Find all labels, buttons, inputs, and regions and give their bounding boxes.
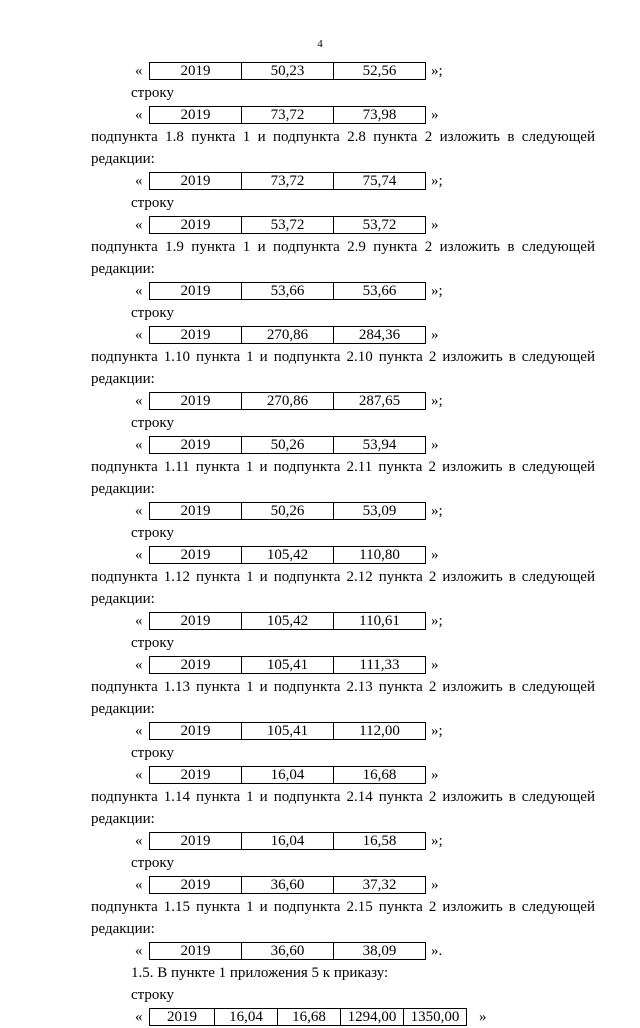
table-cell: 53,66: [334, 283, 426, 300]
table-cell: 52,56: [334, 63, 426, 80]
table-cell: 2019: [150, 943, 242, 960]
text-line: строку: [131, 305, 174, 321]
table-cell: 50,26: [242, 437, 334, 454]
table-cell: 2019: [150, 107, 242, 124]
table-row: [150, 327, 426, 344]
table-cell: 53,72: [242, 217, 334, 234]
paragraph-line: подпункта 1.13 пункта 1 и подпункта 2.13 пункта 2 изложить в следующей: [91, 679, 595, 695]
value-table: [149, 436, 426, 454]
table-cell: 2019: [150, 547, 242, 564]
table-cell: 53,72: [334, 217, 426, 234]
table-row-line: [91, 170, 595, 192]
text-line: строку: [131, 987, 174, 1003]
value-table: [149, 1008, 467, 1026]
open-quote: «: [135, 107, 143, 123]
table-cell: 75,74: [334, 173, 426, 190]
table-cell: 16,04: [242, 767, 334, 784]
table-cell: 2019: [150, 63, 242, 80]
open-quote: «: [135, 547, 143, 563]
table-cell: 2019: [150, 283, 242, 300]
table-row: [150, 503, 426, 520]
close-quote: »: [431, 107, 439, 123]
text-line: редакции:: [91, 701, 155, 717]
text-line: строку: [131, 525, 174, 541]
close-quote: »: [431, 877, 439, 893]
table-row: [150, 437, 426, 454]
close-quote: »;: [431, 613, 443, 629]
open-quote: «: [135, 217, 143, 233]
table-row-line: [91, 764, 595, 786]
value-table: [149, 612, 426, 630]
text-line: редакции:: [91, 811, 155, 827]
table-row: [150, 723, 426, 740]
table-cell: 105,42: [242, 547, 334, 564]
close-quote: »;: [431, 833, 443, 849]
open-quote: «: [135, 943, 143, 959]
value-table: [149, 832, 426, 850]
table-row-line: [91, 280, 595, 302]
table-row: [150, 63, 426, 80]
open-quote: «: [135, 833, 143, 849]
table-cell: 16,68: [334, 767, 426, 784]
table-row-line: [91, 720, 595, 742]
open-quote: «: [135, 63, 143, 79]
open-quote: «: [135, 503, 143, 519]
text-line: строку: [131, 745, 174, 761]
text-line: строку: [131, 85, 174, 101]
close-quote: »;: [431, 283, 443, 299]
table-row: [150, 767, 426, 784]
table-cell: 2019: [150, 767, 242, 784]
table-cell: 16,68: [278, 1009, 341, 1026]
table-cell: 1294,00: [341, 1009, 404, 1026]
text-line: редакции:: [91, 261, 155, 277]
table-row: [150, 173, 426, 190]
close-quote: »: [431, 437, 439, 453]
table-cell: 2019: [150, 393, 242, 410]
open-quote: «: [135, 327, 143, 343]
close-quote: »: [431, 217, 439, 233]
text-line: строку: [131, 415, 174, 431]
open-quote: «: [135, 283, 143, 299]
table-cell: 2019: [150, 613, 242, 630]
close-quote: ».: [431, 943, 443, 959]
table-row: [150, 613, 426, 630]
table-cell: 287,65: [334, 393, 426, 410]
table-row-line: [91, 390, 595, 412]
table-cell: 50,23: [242, 63, 334, 80]
table-row: [150, 107, 426, 124]
table-row-line: [91, 830, 595, 852]
table-cell: 2019: [150, 437, 242, 454]
paragraph-line: подпункта 1.12 пункта 1 и подпункта 2.12 пункта 2 изложить в следующей: [91, 569, 595, 585]
table-cell: 2019: [150, 217, 242, 234]
value-table: [149, 172, 426, 190]
page-number: 4: [317, 38, 323, 50]
text-line: 1.5. В пункте 1 приложения 5 к приказу:: [131, 965, 389, 981]
value-table: [149, 942, 426, 960]
table-row-line: [91, 610, 595, 632]
open-quote: «: [135, 437, 143, 453]
value-table: [149, 282, 426, 300]
table-cell: 105,42: [242, 613, 334, 630]
text-line: строку: [131, 855, 174, 871]
close-quote: »;: [431, 173, 443, 189]
value-table: [149, 766, 426, 784]
value-table: [149, 656, 426, 674]
table-cell: 2019: [150, 173, 242, 190]
table-row: [150, 217, 426, 234]
table-cell: 53,66: [242, 283, 334, 300]
table-row: [150, 1009, 467, 1026]
text-line: редакции:: [91, 151, 155, 167]
table-row-line: [91, 544, 595, 566]
table-cell: 36,60: [242, 943, 334, 960]
text-line: строку: [131, 195, 174, 211]
open-quote: «: [135, 1009, 143, 1025]
table-row-line: [91, 324, 595, 346]
value-table: [149, 326, 426, 344]
table-cell: 16,58: [334, 833, 426, 850]
document-body: [91, 60, 595, 1028]
value-table: [149, 546, 426, 564]
table-cell: 16,04: [215, 1009, 278, 1026]
table-row-line: [91, 940, 595, 962]
open-quote: «: [135, 657, 143, 673]
table-cell: 73,72: [242, 173, 334, 190]
table-cell: 1350,00: [404, 1009, 467, 1026]
close-quote: »: [431, 327, 439, 343]
close-quote: »: [479, 1009, 487, 1025]
text-line: строку: [131, 635, 174, 651]
table-cell: 105,41: [242, 723, 334, 740]
paragraph-line: подпункта 1.10 пункта 1 и подпункта 2.10 пункта 2 изложить в следующей: [91, 349, 595, 365]
table-cell: 111,33: [334, 657, 426, 674]
text-line: редакции:: [91, 371, 155, 387]
table-cell: 53,09: [334, 503, 426, 520]
value-table: [149, 392, 426, 410]
table-cell: 16,04: [242, 833, 334, 850]
paragraph-line: подпункта 1.9 пункта 1 и подпункта 2.9 пункта 2 изложить в следующей: [91, 239, 595, 255]
table-cell: 2019: [150, 723, 242, 740]
value-table: [149, 106, 426, 124]
table-cell: 2019: [150, 503, 242, 520]
close-quote: »;: [431, 63, 443, 79]
table-cell: 2019: [150, 877, 242, 894]
table-row-line: [91, 104, 595, 126]
table-row: [150, 833, 426, 850]
table-row-line: [91, 214, 595, 236]
value-table: [149, 62, 426, 80]
paragraph-line: подпункта 1.14 пункта 1 и подпункта 2.14 пункта 2 изложить в следующей: [91, 789, 595, 805]
table-cell: 110,61: [334, 613, 426, 630]
close-quote: »;: [431, 723, 443, 739]
table-cell: 105,41: [242, 657, 334, 674]
table-cell: 50,26: [242, 503, 334, 520]
table-row-line: [91, 500, 595, 522]
paragraph-line: подпункта 1.15 пункта 1 и подпункта 2.15 пункта 2 изложить в следующей: [91, 899, 595, 915]
table-cell: 73,98: [334, 107, 426, 124]
paragraph-line: подпункта 1.8 пункта 1 и подпункта 2.8 пункта 2 изложить в следующей: [91, 129, 595, 145]
table-cell: 73,72: [242, 107, 334, 124]
close-quote: »: [431, 547, 439, 563]
close-quote: »;: [431, 503, 443, 519]
table-row: [150, 657, 426, 674]
table-row-line: [91, 654, 595, 676]
value-table: [149, 876, 426, 894]
open-quote: «: [135, 877, 143, 893]
close-quote: »;: [431, 393, 443, 409]
table-cell: 38,09: [334, 943, 426, 960]
table-cell: 270,86: [242, 327, 334, 344]
table-cell: 270,86: [242, 393, 334, 410]
value-table: [149, 722, 426, 740]
table-cell: 2019: [150, 1009, 215, 1026]
text-line: редакции:: [91, 921, 155, 937]
paragraph-line: подпункта 1.11 пункта 1 и подпункта 2.11 пункта 2 изложить в следующей: [91, 459, 595, 475]
table-cell: 112,00: [334, 723, 426, 740]
text-line: редакции:: [91, 591, 155, 607]
text-line: редакции:: [91, 481, 155, 497]
table-cell: 53,94: [334, 437, 426, 454]
table-cell: 2019: [150, 657, 242, 674]
table-cell: 2019: [150, 833, 242, 850]
open-quote: «: [135, 173, 143, 189]
value-table: [149, 502, 426, 520]
table-row: [150, 943, 426, 960]
close-quote: »: [431, 657, 439, 673]
table-cell: 37,32: [334, 877, 426, 894]
open-quote: «: [135, 393, 143, 409]
table-row-line: [91, 1006, 595, 1028]
open-quote: «: [135, 613, 143, 629]
table-row: [150, 877, 426, 894]
table-row-line: [91, 434, 595, 456]
table-cell: 284,36: [334, 327, 426, 344]
open-quote: «: [135, 723, 143, 739]
table-cell: 36,60: [242, 877, 334, 894]
table-row: [150, 283, 426, 300]
table-cell: 2019: [150, 327, 242, 344]
table-row: [150, 393, 426, 410]
table-row-line: [91, 874, 595, 896]
table-row-line: [91, 60, 595, 82]
table-cell: 110,80: [334, 547, 426, 564]
close-quote: »: [431, 767, 439, 783]
table-row: [150, 547, 426, 564]
open-quote: «: [135, 767, 143, 783]
value-table: [149, 216, 426, 234]
